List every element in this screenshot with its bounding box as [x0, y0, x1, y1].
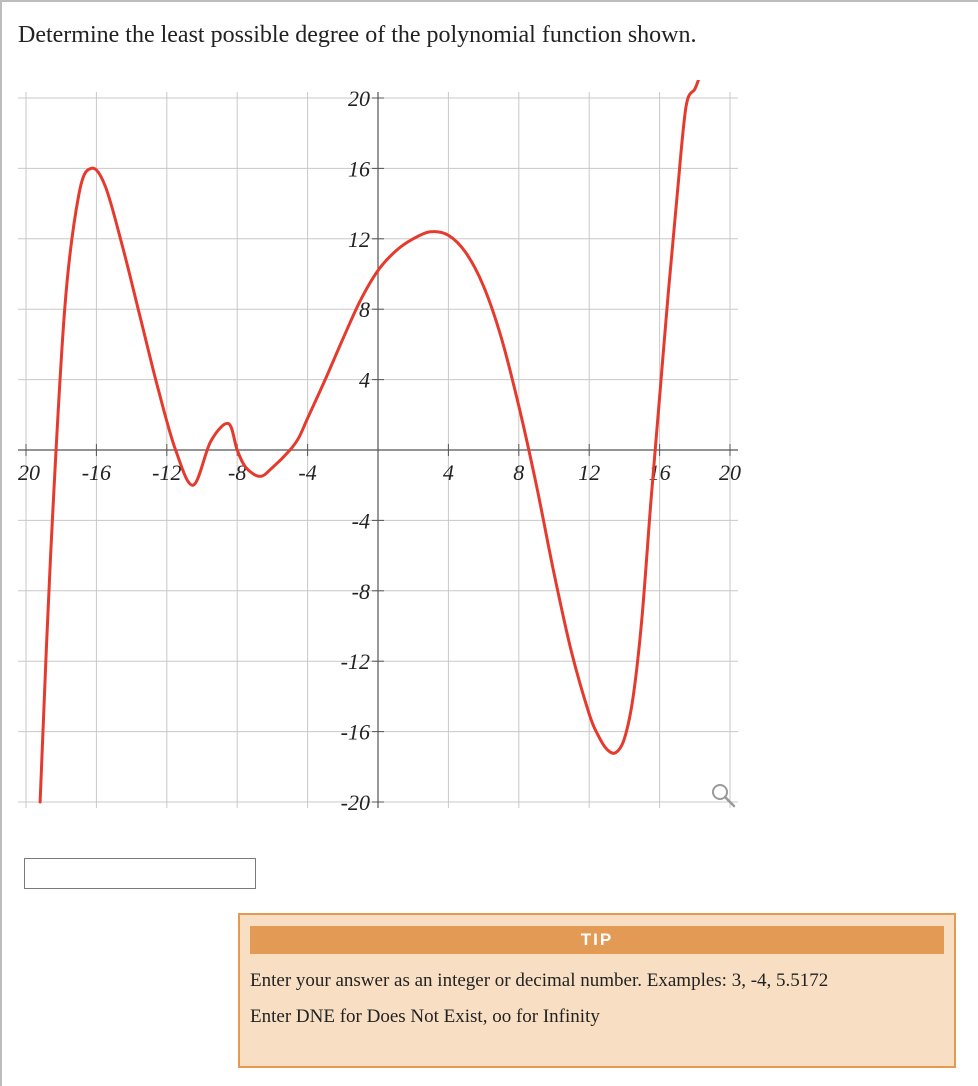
- x-tick-label: 4: [442, 460, 454, 485]
- y-tick-label: -20: [340, 790, 370, 815]
- magnifier-icon[interactable]: [713, 785, 734, 806]
- x-tick-label: -8: [228, 460, 247, 485]
- x-tick-label: -4: [298, 460, 317, 485]
- y-tick-label: 12: [348, 226, 370, 252]
- y-tick-label: -16: [340, 719, 370, 745]
- y-tick-label: -12: [340, 649, 370, 675]
- x-tick-label: 12: [578, 460, 601, 485]
- y-tick-label: 8: [359, 297, 370, 323]
- question-text: Determine the least possible degree of the polynomial function shown.: [18, 22, 697, 48]
- x-tick-label: 20: [18, 460, 40, 485]
- x-tick-label: 20: [719, 460, 741, 485]
- polynomial-graph: [0, 80, 760, 820]
- tip-box: [238, 913, 956, 1068]
- y-tick-label: 20: [348, 86, 370, 111]
- tip-line-dne: Enter DNE for Does Not Exist, oo for Infinity: [250, 1006, 600, 1027]
- y-tick-label: 16: [348, 156, 370, 182]
- y-tick-label: -4: [351, 508, 370, 534]
- x-tick-labels: [18, 460, 741, 485]
- frame-top-border: [0, 0, 978, 2]
- polynomial-curve: [40, 80, 698, 802]
- y-tick-label: 4: [359, 367, 370, 393]
- axes: [18, 92, 738, 808]
- x-tick-label: -16: [81, 460, 112, 485]
- x-tick-label: 8: [513, 460, 525, 485]
- tip-header: TIP: [250, 926, 944, 954]
- x-tick-label: -12: [152, 460, 182, 485]
- tip-line-examples: Enter your answer as an integer or decimal number. Examples: 3, -4, 5.5172: [250, 970, 829, 991]
- y-tick-label: -8: [351, 578, 370, 604]
- x-tick-label: 16: [648, 460, 671, 485]
- answer-input[interactable]: [24, 858, 256, 889]
